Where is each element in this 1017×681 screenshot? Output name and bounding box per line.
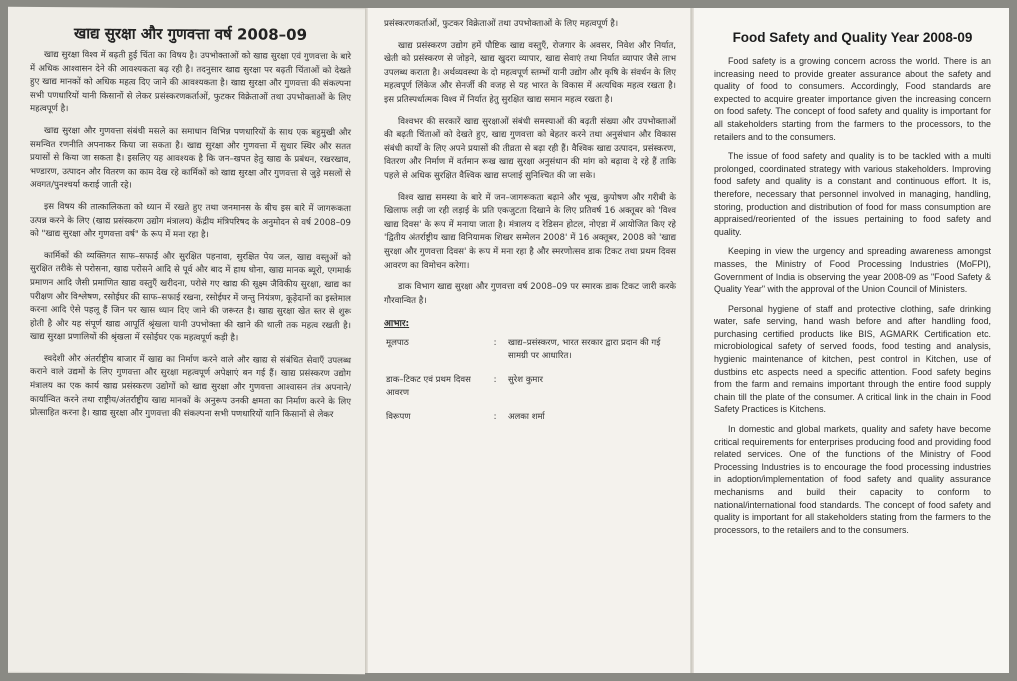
- hindi-paragraph: खाद्य प्रसंस्करण उद्योग हमें पौष्टिक खाद्य वस्तुएँ, रोजगार के अवसर, निवेश और निर्यात, खेती को प्रसंस्करण से जोड़ने, खाद्य खुदरा व्यापार, खाद्य सेवाएं तथा निर्यात व्यापार जैसे लाभ उपलब्ध कराता है। अर्थव्यवस्था के दो महत्वपूर्ण स्तम्भों यानी उद्योग और कृषि के संवर्धन के लिए महत्वपूर्ण लिंकेज और सेनर्जी की वजह से यह भारत के विकास में अत्यधिक महत्व रखता है। इस प्रतिस्पर्धात्मक विश्व में निर्यात हेतु सुरक्षित खाद्य समान महत्व रखता है।: [384, 40, 676, 105]
- english-title: Food Safety and Quality Year 2008-09: [732, 30, 973, 45]
- credit-label: विरूपण: [386, 412, 411, 423]
- hindi-paragraph: स्वदेशी और अंतर्राष्ट्रीय बाजार में खाद्य का निर्माण करने वाले और खाद्य से संबंधित सेवाएँ उपलब्ध कराने वाले उद्यमों के लिए गुणवत्ता और सुरक्षा महत्वपूर्ण अपेक्षाएं बन गई हैं। खाद्य प्रसंस्करण उद्योग मंत्रालय का एक कार्य खाद्य प्रसंस्करण उद्योगों को खाद्य सुरक्षा और गुणवत्ता आश्वासन तंत्र अपनाने/कार्यान्वित करने तथा राष्ट्रीय/अंतर्राष्ट्रीय खाद्य मानकों के अनुरूप उनकी क्षमता का निर्माण करने के लिए प्रोत्साहित करना है। खाद्य सुरक्षा और गुणवत्ता की संकल्पना सभी पणधारियों यानि किसानों से लेकर: [30, 353, 351, 421]
- credits-heading: आभार:: [384, 319, 410, 330]
- english-paragraph: Personal hygiene of staff and protective clothing, safe drinking water, safe serving, hand wash before and after handling food, purchasing certified products like BIS, AGMARK Certification etc. microbiological safety of served foods, food testing and analysis, hygienic maintenance of kitchen, pest control in Kitchen, use of dustbins etc aspects need a specific attention. Food safety begins from the farm and remains important through the entire food supply chain till the plate of the consumer. A critical link in the chain in Food Safety Practices is Kitchens.: [714, 303, 991, 415]
- hindi-paragraph: विश्वभर की सरकारें खाद्य सुरक्षाओं संबंधी समस्याओं की बढ़ती संख्या और उपभोक्ताओं की बढ़ती चिंताओं को देखते हुए, खाद्य गुणवत्ता को बेहतर करने तथा अनुसंधान और विकास संबंधी कार्यों के लिए अपने प्रयासों की तीव्रता से बढ़ा रही हैं। वैश्विक खाद्य उत्पादन, प्रसंस्करण, वितरण और निर्माण में वर्तमान रूख खाद्य सुरक्षा अनुसंधान की मांग को बढ़ावा दे रहे हैं ताकि पहले से अधिक सुरक्षित वैश्विक खाद्य सप्लाई सुनिश्चित की जा सके।: [384, 116, 676, 181]
- hindi-paragraph: डाक विभाग खाद्य सुरक्षा और गुणवत्ता वर्ष 2008–09 पर स्मारक डाक टिकट जारी करके गौरवान्वित है।: [384, 282, 676, 306]
- hindi-title: खाद्य सुरक्षा और गुणवत्ता वर्ष 2008–09: [73, 24, 308, 44]
- credit-label: डाक–टिकट एवं प्रथम दिवस आवरण: [386, 375, 471, 398]
- english-right-panel: [694, 8, 1009, 673]
- credit-label: मूलपाठ: [386, 338, 409, 349]
- hindi-middle-panel: [368, 8, 690, 673]
- credit-separator: :: [493, 375, 497, 386]
- credit-value: अलका शर्मा: [508, 412, 545, 423]
- credit-value: सुरेश कुमार: [508, 375, 543, 386]
- credits-table: [384, 335, 676, 434]
- hindi-left-panel: [8, 7, 365, 674]
- hindi-paragraph: इस विषय की तात्कालिकता को ध्यान में रखते हुए तथा जनमानस के बीच इस बारे में जागरूकता उत्पन्न करने के लिए (खाद्य प्रसंस्करण उद्योग मंत्रालय) केंद्रीय मंत्रिपरिषद के अनुमोदन से वर्ष 2008–09 को "खाद्य सुरक्षा और गुणवत्ता वर्ष" के रूप में मना रहा है।: [30, 201, 351, 241]
- credit-row: [384, 372, 676, 409]
- credit-row: [384, 335, 676, 372]
- english-paragraph: Keeping in view the urgency and spreading awareness amongst masses, the Ministry of Food Processing Industries (MoFPI), Government of India is observing the year 2008-09 as "Food Safety & Quality Year" with the approval of the Union Council of Ministers.: [714, 246, 991, 295]
- english-paragraph: The issue of food safety and quality is to be tackled with a multi prolonged, coordinated strategy with various stakeholders. Improving food safety and quality is a constant and continuous effort. It is, therefore, necessary that personnel involved in managing, handling, storing, production and distribution of food for mass consumption are appraised/reoriented of the issues pertaining to food safety and quality.: [714, 151, 991, 237]
- hindi-paragraph: खाद्य सुरक्षा और गुणवत्ता संबंधी मसले का समाधान विभिन्न पणधारियों के साथ एक बहुमुखी और समन्वित रणनीति अपनाकर किया जा सकता है। खाद्य सुरक्षा और गुणवत्ता में सुधार स्थिर और सतत प्रयासों से किया जा सकता है। इसलिए यह आवश्यक है कि जन–खपत हेतु खाद्य के प्रबंधन, रखरखाव, भण्डारण, उत्पादन और वितरण का काम देख रहे कार्मिकों को खाद्य सुरक्षा और गुणवत्ता से जुड़े मसलों से अवगत/पुनश्चर्या कराई जाती रहे।: [30, 125, 351, 191]
- credit-row: [384, 409, 676, 434]
- credit-value: खाद्य–प्रसंस्करण, भारत सरकार द्वारा प्रदान की गई सामग्री पर आधारित।: [508, 338, 661, 361]
- english-paragraph: Food safety is a growing concern across the world. There is an increasing need to provide greater assurance about the safety and quality of food to consumers. Accordingly, Food standards are expected to acquire greater importance given the increasing concern on food safety. The concept of food safety and quality is important for all stakeholders starting from the farmers to the processors, to the retailers and to the consumers.: [714, 56, 991, 142]
- hindi-paragraph: खाद्य सुरक्षा विश्व में बढ़ती हुई चिंता का विषय है। उपभोक्ताओं को खाद्य सुरक्षा एवं गुणवत्ता के बारे में अधिक आश्वासन देने की आवश्यकता बढ़ रही है। तदनुसार खाद्य सुरक्षा पर बढ़ती चिंताओं को देखते हुए खाद्य मानकों को अधिक महत्व दिए जाने की आवश्यकता है। खाद्य सुरक्षा और गुणवत्ता की संकल्पना सभी पणधारियों यानी किसानों से लेकर प्रसंस्करणकर्ताओं, फुटकर विक्रेताओं तथा उपभोक्ताओं के लिए महत्वपूर्ण है।: [30, 50, 351, 115]
- brochure-sheet: [8, 8, 1009, 673]
- credit-separator: :: [493, 412, 497, 423]
- hindi-paragraph: विश्व खाद्य समस्या के बारे में जन–जागरूकता बढ़ाने और भूख, कुपोषण और गरीबी के खिलाफ लड़ी जा रही लड़ाई के प्रति एकजुटता दिखाने के लिए प्रतिवर्ष 16 अक्तूबर को 'विश्व खाद्य दिवस' के रूप में मनाया जाता है। मंत्रालय द रेडिसन होटल, नोएडा में आयोजित किए रहे 'द्वितीय अंतर्राष्ट्रीय खाद्य विनियामक शिखर सम्मेलन 2008' में 16 अक्तूबर, 2008 को 'खाद्य सुरक्षा और गुणवत्ता दिवस' के रूप में मना रहा है और स्मरणोत्सव डाक टिकट तथा प्रथम दिवस आवरण का विमोचन करेगा।: [384, 192, 676, 271]
- hindi-paragraph: कार्मिकों की व्यक्तिगत साफ–सफाई और सुरक्षित पहनावा, सुरक्षित पेय जल, खाद्य वस्तुओं को सुरक्षित तरीके से परोसना, खाद्य परोसने आदि से पूर्व और बाद में हाथ धोना, खाद्य मानक ब्यूरो, एगमार्क प्रमाणन आदि जैसी प्रमाणित खाद्य वस्तुएँ खरीदना, परोसे गए खाद्य की सूक्ष्म जैविकीय सुरक्षा, खाद्य का परीक्षण और विश्लेषण, रसोईघर की साफ–सफाई रखना, रसोईघर में जन्तु नियंत्रण, कूड़ेदानों का इस्तेमाल करना आदि ऐसे पहलू हैं जिन पर खास ध्यान दिए जाने की जरूरत है। खाद्य सुरक्षा खेत स्तर से शुरू होती है और यह संपूर्ण खाद्य आपूर्ति श्रृंखला यानी उपभोक्ता की खाने की थाली तक महत्व रखती है। खाद्य सुरक्षा प्रणालियों की श्रृंखला में रसोईघर एक महत्वपूर्ण कड़ी है।: [30, 250, 351, 344]
- hindi-paragraph: प्रसंस्करणकर्ताओं, फुटकर विक्रेताओं तथा उपभोक्ताओं के लिए महत्वपूर्ण है।: [384, 19, 619, 29]
- english-paragraph: In domestic and global markets, quality and safety have become critical requirements for enterprises producing food and providing food related services. One of the functions of the Ministry of Food Processing Industries is to encourage the food processing industries in adoption/implementation of food safety and quality assurance mechanisms and build their capacity to conform to national/international food standards. The concept of food safety and quality is important for all stakeholders stating from the farmers to the processors, to the retailers and to the consumers.: [714, 424, 991, 535]
- credit-separator: :: [493, 338, 497, 349]
